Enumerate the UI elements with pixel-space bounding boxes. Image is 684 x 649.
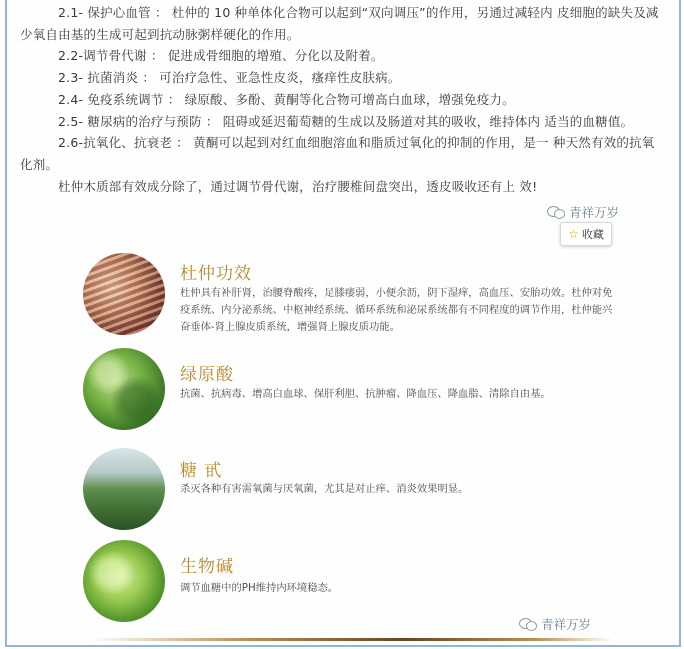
leaf-image [83, 348, 165, 430]
list-item-duzhong [83, 253, 623, 348]
watermark-text: 青祥万岁 [541, 617, 592, 632]
leaves-image [83, 540, 165, 622]
watermark-text: 青祥万岁 [569, 205, 620, 220]
decorative-divider [89, 638, 614, 641]
favorite-button[interactable] [560, 222, 612, 246]
bark-image [83, 253, 165, 335]
wechat-icon [547, 205, 565, 219]
star-icon: ☆ [568, 227, 579, 241]
paragraph-2-4: 2.4- 免疫系统调节 ： 绿原酸、多酚、黄酮等化合物可增高白血球，增强免疫力。 [58, 91, 515, 107]
list-item-chlorogenic-acid [83, 348, 623, 448]
article-text [20, 2, 660, 197]
mountain-image [83, 448, 165, 530]
item-desc: 杀灭各种有害需氧菌与厌氧菌，尤其是对止痒、消炎效果明显。 [180, 483, 469, 495]
item-title: 杜仲功效 [180, 264, 252, 284]
item-title: 绿原酸 [180, 365, 234, 385]
paragraph-summary: 杜仲木质部有效成分除了，通过调节骨代谢，治疗腰椎间盘突出，透皮吸收还有上 效! [58, 178, 538, 194]
item-title: 糖 甙 [180, 461, 223, 481]
wechat-icon [519, 617, 537, 631]
list-item-glycoside [83, 448, 623, 540]
ingredient-list [83, 253, 623, 630]
item-desc: 抗菌、抗病毒、增高白血球、保肝利胆、抗肿瘤、降血压、降血脂、清除自由基。 [180, 388, 551, 400]
paragraph-2-5: 2.5- 糖尿病的治疗与预防 ： 阻碍或延迟葡萄糖的生成以及肠道对其的吸收，维持体内 适当的血糖值。 [58, 113, 634, 129]
watermark-bottom [519, 615, 591, 633]
paragraph-2-2: 2.2-调节骨代谢 ： 促进成骨细胞的增殖、分化以及附着。 [58, 48, 384, 64]
item-desc: 调节血糖中的PH维持内环境稳态。 [180, 582, 339, 594]
item-title: 生物碱 [180, 557, 234, 577]
paragraph-2-3: 2.3- 抗菌消炎 ： 可治疗急性、亚急性皮炎，瘙痒性皮肤病。 [58, 70, 401, 86]
paragraph-2-6: 2.6-抗氧化、抗衰老 ： 黄酮可以起到对红血细胞溶血和脂质过氧化的抑制的作用，是一 种天然有效的抗氧化剂。 [20, 135, 655, 172]
paragraph-2-1: 2.1- 保护心血管 ： 杜仲的 10 种单体化合物可以起到“双向调压”的作用，另通过减轻内 皮细胞的缺失及减少氧自由基的生成可起到抗动脉粥样硬化的作用。 [20, 5, 659, 42]
item-desc: 杜仲具有补肝肾，治腰脊酸疼，足膝痿弱，小便余沥，阴下湿痒，高血压、安胎功效。杜仲对免疫系统、内分泌系统、中枢神经系统、循环系统和泌尿系统都有不同程度的调节作用，杜仲能兴奋垂体-肾上腺皮质系统，增强肾上腺皮质功能。 [180, 287, 613, 333]
watermark-top [547, 203, 619, 221]
favorite-label: 收藏 [581, 228, 604, 241]
